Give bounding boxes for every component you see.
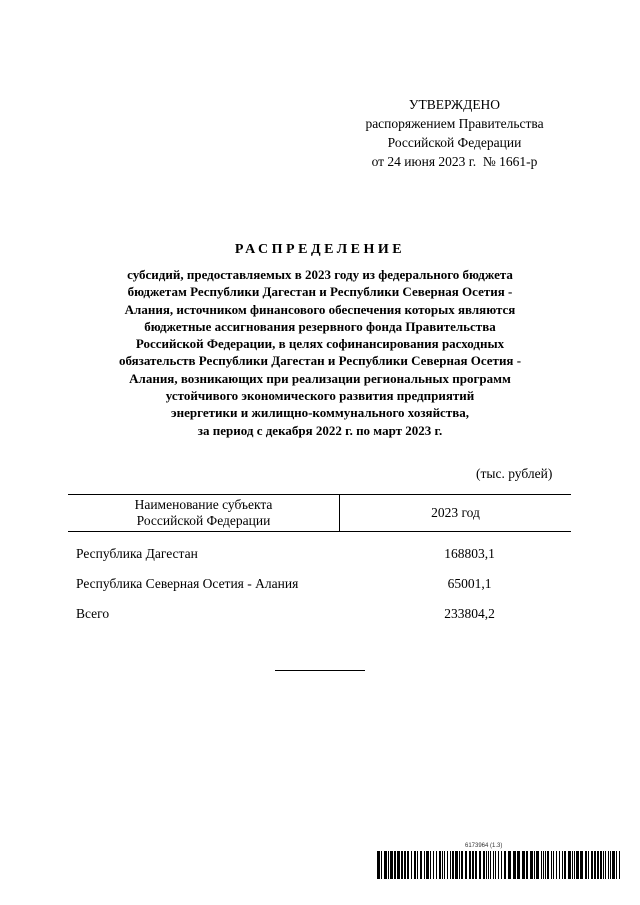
barcode-bar [488,851,489,879]
barcode-bar [541,851,542,879]
row-subject: Всего [76,606,110,621]
approval-heading: УТВЕРЖДЕНО [408,97,501,112]
barcode-bar [461,851,463,879]
barcode-bar [455,851,458,879]
barcode-bar [442,851,443,879]
barcode-bar [556,851,557,879]
barcode-bar [475,851,477,879]
subtitle-line: Алания, возникающих при реализации региональных программ [129,370,511,386]
barcode-bar [433,851,434,879]
barcode-bar [501,851,502,879]
barcode-bar [536,851,539,879]
barcode-bar [459,851,460,879]
barcode [377,851,621,879]
barcode-bar [450,851,451,879]
barcode-bar [388,851,389,879]
header-subject-name [68,495,340,531]
barcode-bar [526,851,528,879]
barcode-bar [377,851,380,879]
document-title: РАСПРЕДЕЛЕНИЕ [234,242,406,257]
barcode-bar [498,851,499,879]
table-row [68,545,571,563]
barcode-bar [574,851,575,879]
barcode-bar [490,851,491,879]
barcode-bar [493,851,494,879]
row-subject: Республика Дагестан [76,546,198,561]
barcode-bar [530,851,533,879]
barcode-bar [479,851,481,879]
barcode-bar [576,851,579,879]
barcode-bar [414,851,416,879]
barcode-bar [612,851,615,879]
barcode-bar [430,851,431,879]
barcode-bar [384,851,387,879]
barcode-bar [564,851,566,879]
barcode-bar [551,851,552,879]
barcode-bar [605,851,606,879]
barcode-bar [517,851,520,879]
barcode-bar [420,851,422,879]
approval-block [352,95,557,171]
end-divider [275,670,365,671]
barcode-bar [439,851,441,879]
barcode-bar [424,851,425,879]
approval-line-decree: распоряжением Правительства [365,116,544,131]
barcode-bar [616,851,617,879]
subtitle-line: устойчивого экономического развития предприятий [165,388,475,404]
header-subject-line2: Российской Федерации [136,513,271,528]
barcode-bar [591,851,593,879]
barcode-bar [426,851,429,879]
document-subtitle [60,266,580,439]
barcode-bar [603,851,604,879]
barcode-bar [444,851,445,879]
barcode-bar [436,851,437,879]
barcode-bar [394,851,396,879]
barcode-bar [600,851,602,879]
row-value: 168803,1 [444,546,495,561]
barcode-bar [486,851,487,879]
row-subject: Республика Северная Осетия - Алания [76,576,299,591]
barcode-bar [597,851,599,879]
barcode-bar [508,851,511,879]
barcode-bar [543,851,544,879]
table-header [68,494,571,532]
header-year: 2023 год [431,505,480,520]
barcode-bar [469,851,471,879]
barcode-bar [390,851,393,879]
barcode-bar [619,851,620,879]
barcode-bar [513,851,516,879]
barcode-bar [522,851,525,879]
barcode-bar [559,851,560,879]
row-value: 233804,2 [444,606,495,621]
subtitle-line: субсидий, предоставляемых в 2023 году из федерального бюджета [127,267,513,282]
barcode-bar [472,851,474,879]
barcode-bar [397,851,400,879]
table-body [68,532,571,623]
barcode-bar [534,851,535,879]
distribution-table [68,494,571,623]
barcode-bar [562,851,563,879]
barcode-bar [580,851,583,879]
barcode-bar [588,851,589,879]
table-row-total [68,605,571,623]
row-value: 65001,1 [447,576,492,591]
barcode-bar [407,851,409,879]
barcode-bar [585,851,587,879]
barcode-bar [404,851,406,879]
barcode-bar [504,851,506,879]
header-subject-line1: Наименование субъекта [134,497,273,512]
table-row [68,575,571,593]
barcode-bar [401,851,403,879]
subtitle-line: за период с декабря 2022 г. по март 2023 г. [197,422,443,438]
subtitle-line: Алания, источником финансового обеспечения которых являются [124,301,516,317]
barcode-bar [447,851,448,879]
barcode-bar [465,851,467,879]
barcode-bar [572,851,573,879]
barcode-bar [608,851,609,879]
approval-line-date-number: от 24 июня 2023 г. № 1661-р [371,154,538,169]
subtitle-line: бюджетные ассигнования резервного фонда Правительства [144,318,496,334]
barcode-bar [495,851,496,879]
document-number: 6173964 (1.3) [465,843,503,849]
barcode-bar [417,851,418,879]
barcode-bar [452,851,454,879]
units-label: (тыс. рублей) [476,466,553,481]
barcode-bar [545,851,546,879]
subtitle-line: обязательств Республики Дагестан и Республики Северная Осетия - [118,353,522,369]
subtitle-line: бюджетам Республики Дагестан и Республики Северная Осетия - [127,284,513,300]
approval-line-government: Российской Федерации [387,135,522,150]
barcode-bar [547,851,549,879]
barcode-bar [553,851,554,879]
barcode-bar [411,851,412,879]
barcode-bar [568,851,571,879]
barcode-bar [483,851,485,879]
barcode-bar [610,851,611,879]
barcode-bar [594,851,596,879]
barcode-bar [381,851,382,879]
subtitle-line: Российской Федерации, в целях софинансирования расходных [135,336,505,352]
subtitle-line: энергетики и жилищно-коммунального хозяйства, [170,405,469,421]
